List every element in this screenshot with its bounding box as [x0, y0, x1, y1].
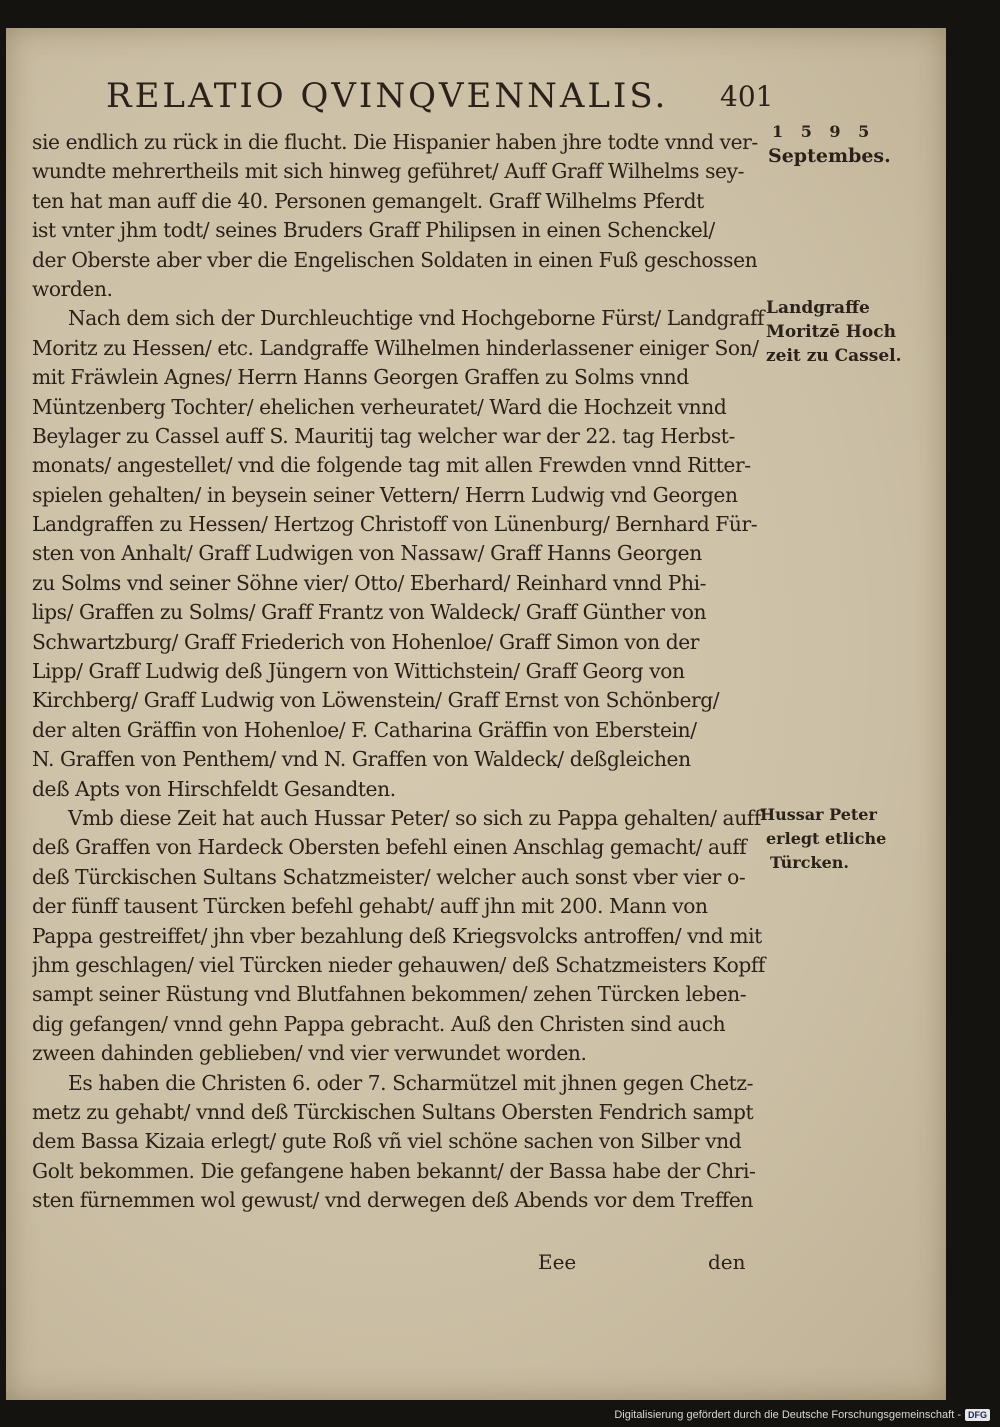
page-number: 401: [720, 80, 774, 113]
margin-note-line: zeit zu Cassel.: [766, 346, 902, 366]
catchword: den: [708, 1250, 746, 1274]
text-line: Landgraffen zu Hessen/ Hertzog Christoff von Lünenburg/ Bernhard Für-: [32, 512, 758, 537]
text-line: dig gefangen/ vnnd gehn Pappa gebracht. Auß den Christen sind auch: [32, 1011, 726, 1036]
margin-note-line: Hussar Peter: [760, 805, 877, 824]
funding-notice: Digitalisierung gefördert durch die Deutsche Forschungsgemeinschaft -: [614, 1409, 961, 1421]
text-line: N. Graffen von Penthem/ vnd N. Graffen von Waldeck/ deßgleichen: [32, 747, 691, 772]
text-line: Golt bekommen. Die gefangene haben bekannt/ der Bassa habe der Chri-: [32, 1158, 756, 1183]
text-line: deß Apts von Hirschfeldt Gesandten.: [32, 776, 396, 801]
text-line: Pappa gestreiffet/ jhn vber bezahlung deß Kriegsvolcks antroffen/ vnd mit: [32, 923, 762, 948]
paragraph-start-line: Nach dem sich der Durchleuchtige vnd Hochgeborne Fürst/ Landgraff: [68, 306, 765, 331]
text-line: Moritz zu Hessen/ etc. Landgraffe Wilhelmen hinderlassener einiger Son/: [32, 335, 759, 360]
text-line: sampt seiner Rüstung vnd Blutfahnen bekommen/ zehen Türcken leben-: [32, 982, 747, 1007]
text-line: mit Fräwlein Agnes/ Herrn Hanns Georgen Graffen zu Solms vnnd: [32, 365, 689, 390]
text-line: der fünff tausent Türcken befehl gehabt/ auff jhn mit 200. Mann von: [32, 894, 708, 919]
text-line: der alten Gräffin von Hohenloe/ F. Catharina Gräffin von Eberstein/: [32, 717, 697, 742]
text-line: zu Solms vnd seiner Söhne vier/ Otto/ Eberhard/ Reinhard vnnd Phi-: [32, 570, 707, 595]
text-line: metz zu gehabt/ vnnd deß Türckischen Sultans Obersten Fendrich sampt: [32, 1099, 754, 1124]
book-page: [6, 28, 946, 1400]
text-line: ist vnter jhm todt/ seines Bruders Graff Philipsen in einen Schenckel/: [32, 218, 715, 243]
text-line: dem Bassa Kizaia erlegt/ gute Roß vñ viel schöne sachen von Silber vnd: [32, 1129, 742, 1154]
running-title: RELATIO QVINQVENNALIS.: [106, 76, 669, 116]
margin-note-line: Moritzē Hoch: [766, 322, 896, 342]
text-line: Kirchberg/ Graff Ludwig von Löwenstein/ Graff Ernst von Schönberg/: [32, 688, 720, 713]
text-line: sten von Anhalt/ Graff Ludwigen von Nassaw/ Graff Hanns Georgen: [32, 541, 702, 566]
text-line: Beylager zu Cassel auff S. Mauritij tag welcher war der 22. tag Herbst-: [32, 423, 735, 448]
text-line: deß Türckischen Sultans Schatzmeister/ welcher auch sonst vber vier o-: [32, 864, 746, 889]
digitization-footer: [614, 1409, 990, 1421]
text-line: zween dahinden geblieben/ vnd vier verwundet worden.: [32, 1041, 587, 1066]
text-line: ten hat man auff die 40. Personen gemangelt. Graff Wilhelms Pferdt: [32, 188, 704, 213]
text-line: monats/ angestellet/ vnd die folgende tag mit allen Frewden vnnd Ritter-: [32, 453, 751, 478]
paragraph-start-line: Es haben die Christen 6. oder 7. Scharmützel mit jhnen gegen Chetz-: [68, 1070, 754, 1095]
margin-note-month: Septembes.: [768, 145, 891, 167]
text-line: sten fürnemmen wol gewust/ vnd derwegen deß Abends vor dem Treffen: [32, 1188, 754, 1213]
text-line: Müntzenberg Tochter/ ehelichen verheuratet/ Ward die Hochzeit vnnd: [32, 394, 727, 419]
paragraph-start-line: Vmb diese Zeit hat auch Hussar Peter/ so sich zu Pappa gehalten/ auff: [68, 805, 761, 830]
signature-mark: Eee: [538, 1250, 577, 1274]
text-line: worden.: [32, 276, 113, 301]
text-line: lips/ Graffen zu Solms/ Graff Frantz von Waldeck/ Graff Günther von: [32, 600, 707, 625]
text-line: spielen gehalten/ in beysein seiner Vettern/ Herrn Ludwig vnd Georgen: [32, 482, 738, 507]
text-line: jhm geschlagen/ viel Türcken nieder gehauwen/ deß Schatzmeisters Kopff: [32, 952, 765, 977]
dfg-logo-icon: DFG: [965, 1409, 990, 1421]
text-line: sie endlich zu rück in die flucht. Die Hispanier haben jhre todte vnnd ver-: [32, 130, 758, 154]
margin-note-landgrave: [766, 296, 902, 368]
margin-note-line: Türcken.: [770, 853, 849, 872]
margin-note-year: 1 5 9 5: [772, 122, 876, 141]
text-line: deß Graffen von Hardeck Obersten befehl einen Anschlag gemacht/ auff: [32, 835, 747, 860]
margin-note-line: Landgraffe: [766, 298, 870, 318]
body-text: [32, 128, 770, 1215]
text-line: Schwartzburg/ Graff Friederich von Hohenloe/ Graff Simon von der: [32, 629, 700, 654]
text-line: Lipp/ Graff Ludwig deß Jüngern von Wittichstein/ Graff Georg von: [32, 659, 685, 684]
margin-note-line: erlegt etliche: [766, 829, 887, 848]
text-line: wundte mehrertheils mit sich hinweg geführet/ Auff Graff Wilhelms sey-: [32, 159, 745, 184]
margin-note-hussar: [760, 803, 886, 875]
text-line: der Oberste aber vber die Engelischen Soldaten in einen Fuß geschossen: [32, 247, 758, 272]
